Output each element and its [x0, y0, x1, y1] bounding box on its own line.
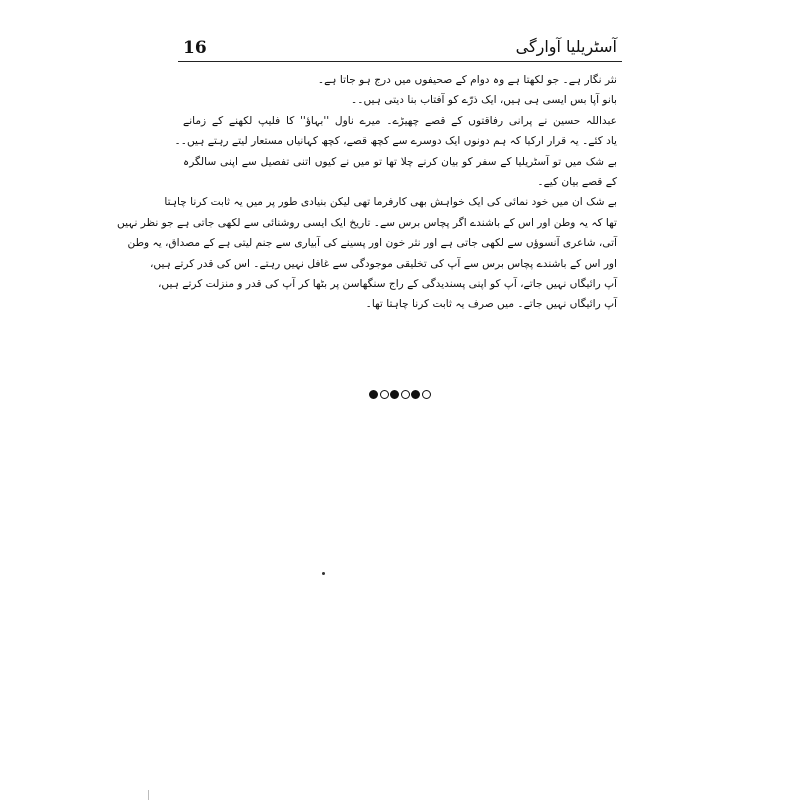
ornament-hollow-dot-icon [422, 390, 431, 399]
ornament-hollow-dot-icon [380, 390, 389, 399]
text-line: بانو آپا بس ایسی ہی ہیں، ایک ذرّے کو آفتاب بنا دیتی ہیں۔۔ [351, 94, 617, 107]
ink-speck [322, 572, 325, 575]
text-line: کے قصے بیان کیے۔ [537, 175, 617, 188]
scan-edge-mark [148, 790, 149, 800]
text-line: اور اس کے باشندے پچاس برس سے آپ کی تخلیقی موجودگی سے غافل نہیں رہتے۔ اس کی قدر کرتے ہیں، [150, 257, 617, 270]
text-line: بے شک میں تو آسٹریلیا کے سفر کو بیان کرنے چلا تھا تو میں نے کیوں اتنی تفصیل سے اپنی سالگرہ [183, 155, 617, 168]
text-line: یاد کئے۔ یہ قرار ارکیا کہ ہم دونوں ایک دوسرے سے کچھ قصے، کچھ کہانیاں مستعار لیتے رہتے ہیں۔۔ [174, 135, 617, 148]
running-title: آسٹریلیا آوارگی [515, 37, 617, 56]
text-line: آپ رائیگاں نہیں جاتے۔ میں صرف یہ ثابت کرنا چاہتا تھا۔ [365, 298, 617, 311]
page-number: 16 [183, 38, 207, 58]
section-ornament [0, 390, 800, 399]
text-line: آتی، شاعری آنسوؤں سے لکھی جاتی ہے اور نثر خون اور پسینے کی آبیاری سے جنم لیتی ہے کے مصداق، یہ وطن [127, 237, 617, 250]
header-rule [178, 61, 622, 62]
text-line: عبداللہ حسین نے پرانی رفاقتوں کے قصے چھیڑے۔ میرے ناول ''بہاؤ'' کا فلیپ لکھنے کے زمانے [183, 114, 617, 127]
text-line: نثر نگار ہے۔ جو لکھتا ہے وہ دوام کے صحیفوں میں درج ہو جاتا ہے۔ [317, 74, 617, 86]
text-line: بے شک ان میں خود نمائی کی ایک خواہش بھی کارفرما تھی لیکن بنیادی طور پر میں یہ ثابت کرنا چاہتا [164, 196, 617, 209]
text-line: آپ رائیگاں نہیں جاتے، آپ کو اپنی پسندیدگی کے راج سنگھاسن پر بٹھا کر آپ کی قدر و منزلت کرتے ہیں، [158, 277, 617, 290]
ornament-filled-dot-icon [411, 390, 420, 399]
ornament-filled-dot-icon [369, 390, 378, 399]
ornament-hollow-dot-icon [401, 390, 410, 399]
body-text [117, 70, 617, 315]
text-line: تھا کہ یہ وطن اور اس کے باشندے اگر پچاس برس سے۔ تاریخ ایک ایسی روشنائی سے لکھی جاتی ہے جو نظر نہیں [117, 216, 617, 229]
ornament-filled-dot-icon [390, 390, 399, 399]
